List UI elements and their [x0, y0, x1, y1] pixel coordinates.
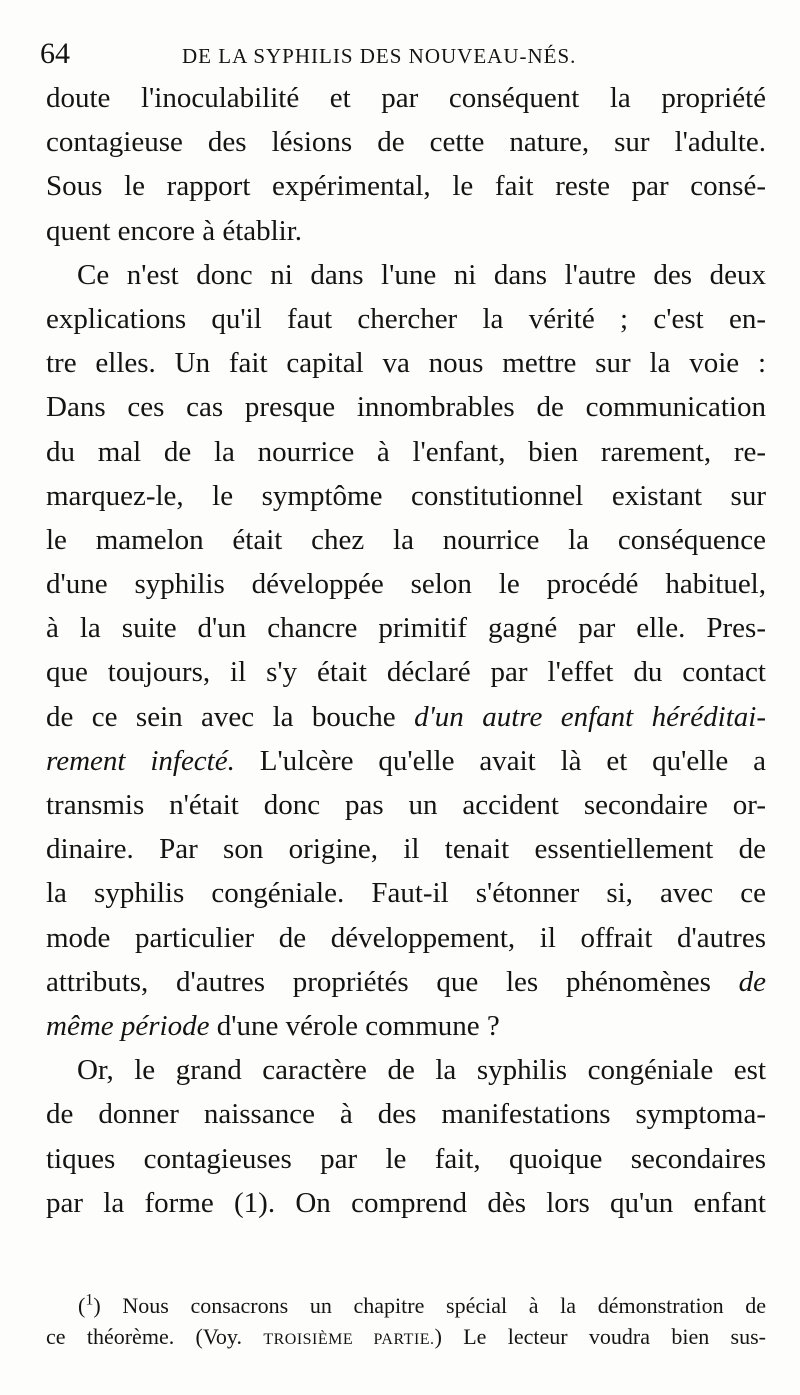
footnote-text: ce théorème. (Voy.: [46, 1324, 264, 1349]
text-line: Dans ces cas presque innombrables de communication: [46, 391, 766, 424]
footnote-text: Nous consacrons un chapitre spécial à la démonstration de: [122, 1293, 767, 1318]
footnote-line: [46, 1321, 766, 1352]
text-line: par la forme (1). On comprend dès lors qu'un enfant: [46, 1186, 766, 1219]
line-text: de ce sein avec la bouche: [46, 700, 415, 733]
italic-text: rement infecté.: [46, 744, 235, 777]
page-number: 64: [40, 37, 70, 70]
text-line: du mal de la nourrice à l'enfant, bien rarement, re-: [46, 435, 766, 468]
text-line: d'une syphilis développée selon le procédé habituel,: [46, 568, 766, 601]
footnote-line: ($^1$) Nous consacrons un chapitre spécial à la démonstration de: [78, 1291, 767, 1318]
footnote-text: ) Le lecteur voudra bien sus-: [434, 1324, 767, 1349]
text-line: marquez-le, le symptôme constitutionnel existant sur: [46, 479, 766, 512]
line-text: attributs, d'autres propriétés que les phénomènes: [46, 965, 739, 998]
text-line: de donner naissance à des manifestations symptoma-: [46, 1098, 766, 1131]
text-line: Ce n'est donc ni dans l'une ni dans l'autre des deux: [77, 258, 766, 291]
text-line: explications qu'il faut chercher la vérité ; c'est en-: [46, 302, 766, 335]
text-line: tiques contagieuses par le fait, quoique secondaires: [46, 1142, 766, 1175]
text-line: quent encore à établir.: [46, 214, 303, 247]
italic-text: d'un autre enfant héréditai-: [414, 700, 766, 733]
text-line: doute l'inoculabilité et par conséquent la propriété: [46, 82, 766, 114]
page-header: [40, 34, 760, 74]
line-text: L'ulcère qu'elle avait là et qu'elle a: [234, 744, 766, 777]
text-line: le mamelon était chez la nourrice la conséquence: [46, 523, 766, 556]
text-line: Or, le grand caractère de la syphilis congéniale est: [77, 1054, 766, 1087]
text-line: [46, 695, 766, 739]
italic-text: de: [738, 965, 766, 998]
text-line: [46, 960, 766, 1004]
text-line: [46, 1004, 766, 1048]
text-line: à la suite d'un chancre primitif gagné par elle. Pres-: [46, 612, 766, 645]
text-line: [46, 739, 766, 783]
italic-text: même période: [46, 1009, 210, 1042]
text-line: mode particulier de développement, il offrait d'autres: [46, 921, 766, 954]
text-line: Sous le rapport expérimental, le fait reste par consé-: [46, 170, 766, 203]
text-line: que toujours, il s'y était déclaré par l'effet du contact: [46, 656, 766, 689]
text-line: la syphilis congéniale. Faut-il s'étonner si, avec ce: [46, 877, 766, 910]
footnote-marker: 1: [85, 1291, 94, 1309]
line-text: d'une vérole commune ?: [209, 1009, 500, 1042]
body-text: [46, 76, 766, 1225]
footnote: [46, 1290, 766, 1352]
running-title: DE LA SYPHILIS DES NOUVEAU-NÉS.: [182, 44, 577, 68]
text-line: dinaire. Par son origine, il tenait essentiellement de: [46, 833, 766, 866]
footnote-smallcaps: TROISIÈME PARTIE.: [263, 1331, 435, 1348]
text-line: contagieuse des lésions de cette nature, sur l'adulte.: [46, 126, 766, 159]
text-line: transmis n'était donc pas un accident secondaire or-: [46, 789, 766, 821]
text-line: tre elles. Un fait capital va nous mettre sur la voie :: [46, 347, 766, 380]
